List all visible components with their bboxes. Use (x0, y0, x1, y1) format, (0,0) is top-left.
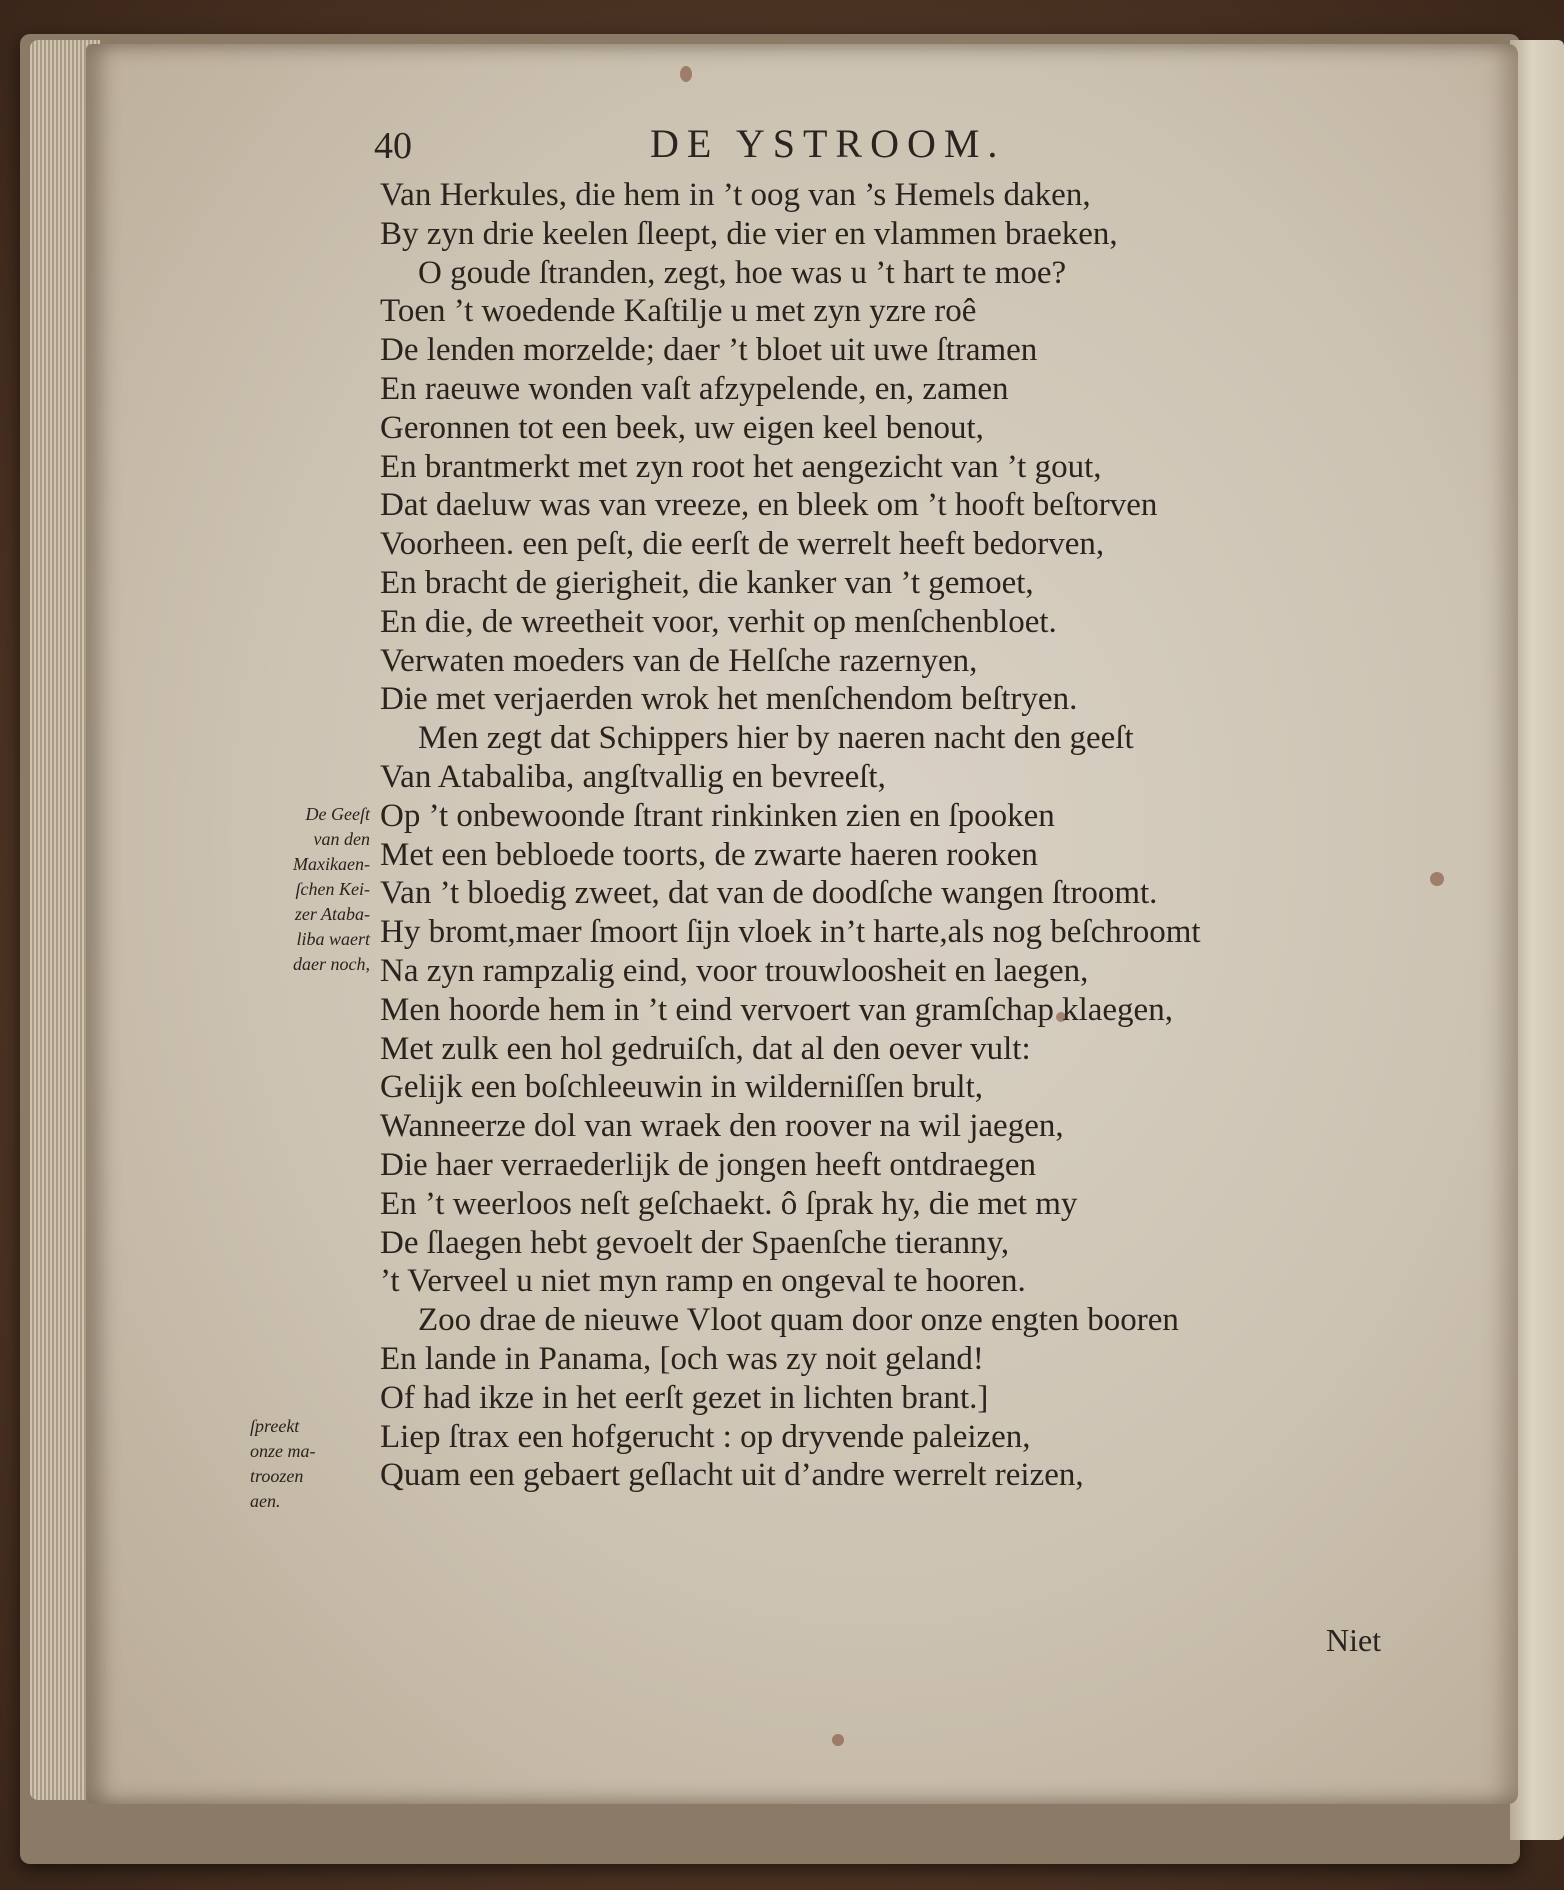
poem-line: Gelijk een boſchleeuwin in wilderniſſen brult, (380, 1069, 984, 1106)
poem-line: Men hoorde hem in ’t eind vervoert van gramſchap klaegen, (380, 991, 1173, 1028)
margin-note-line: van den (313, 829, 370, 849)
ink-stain (680, 66, 692, 82)
poem-line: Met een bebloede toorts, de zwarte haeren rooken (380, 836, 1038, 873)
ink-stain (1430, 872, 1444, 886)
poem-line: Quam een gebaert geſlacht uit d’andre werrelt reizen, (380, 1457, 1084, 1494)
catchword: Niet (1326, 1622, 1382, 1658)
poem-line: Men zegt dat Schippers hier by naeren nacht den geeſt (418, 720, 1134, 757)
poem-line: De lenden morzelde; daer ’t bloet uit uwe ſtramen (380, 332, 1038, 369)
poem-line: Van Atabaliba, angſtvallig en bevreeſt, (380, 758, 886, 795)
margin-note-ghost (250, 802, 370, 977)
poem-line: Of had ikze in het eerſt gezet in lichten brant.] (380, 1379, 989, 1416)
poem-text (380, 176, 1430, 1495)
poem-line: Na zyn rampzalig eind, voor trouwloosheit en laegen, (380, 952, 1089, 989)
ink-stain (832, 1734, 844, 1746)
poem-line: Hy bromt,maer ſmoort ſijn vloek in’t harte,als nog beſchroomt (380, 914, 1201, 951)
poem-line: Die met verjaerden wrok het menſchendom beſtryen. (380, 681, 1078, 718)
poem-line: En bracht de gierigheit, die kanker van ’t gemoet, (380, 564, 1034, 601)
margin-note-speaks (250, 1414, 350, 1514)
poem-line: En ’t weerloos neſt geſchaekt. ô ſprak hy, die met my (380, 1185, 1078, 1222)
poem-line: Liep ſtrax een hofgerucht : op dryvende paleizen, (380, 1418, 1031, 1455)
poem-line: En brantmerkt met zyn root het aengezicht van ’t gout, (380, 448, 1102, 485)
poem-line: Wanneerze dol van wraek den roover na wil jaegen, (380, 1108, 1064, 1145)
poem-line: En raeuwe wonden vaſt afzypelende, en, zamen (380, 370, 1009, 407)
poem-line: Dat daeluw was van vreeze, en bleek om ’t hooft beſtorven (380, 487, 1158, 524)
facing-page-edge (1510, 40, 1564, 1840)
poem-line: Van ’t bloedig zweet, dat van de doodſche wangen ſtroomt. (380, 875, 1158, 912)
poem-line: Die haer verraederlijk de jongen heeft ontdraegen (380, 1146, 1037, 1183)
poem-line: Verwaten moeders van de Helſche razernyen, (380, 642, 978, 679)
poem-line: Geronnen tot een beek, uw eigen keel benout, (380, 409, 984, 446)
margin-note-line: troozen (250, 1466, 304, 1486)
page-number: 40 (374, 125, 412, 167)
poem-line: Met zulk een hol gedruiſch, dat al den oever vult: (380, 1030, 1031, 1067)
margin-note-line: liba waert (296, 929, 370, 949)
poem-line: De ſlaegen hebt gevoelt der Spaenſche tieranny, (380, 1224, 1010, 1261)
margin-note-line: ſchen Kei- (295, 879, 370, 899)
poem-line: En die, de wreetheit voor, verhit op menſchenbloet. (380, 603, 1057, 640)
poem-line: Zoo drae de nieuwe Vloot quam door onze engten booren (418, 1302, 1179, 1339)
running-head: DE YSTROOM. (650, 121, 1006, 166)
margin-note-line: onze ma- (250, 1441, 316, 1461)
poem-line: Voorheen. een peſt, die eerſt de werrelt heeft bedorven, (380, 526, 1105, 563)
poem-line: Van Herkules, die hem in ’t oog van ’s Hemels daken, (380, 177, 1091, 213)
poem-line: Toen ’t woedende Kaſtilje u met zyn yzre roê (380, 293, 977, 330)
margin-note-line: ſpreekt (250, 1416, 300, 1436)
margin-note-line: Maxikaen- (293, 854, 370, 874)
margin-note-line: De Geeſt (305, 804, 370, 824)
poem-line: O goude ſtranden, zegt, hoe was u ’t hart te moe? (418, 254, 1067, 291)
poem-line: Op ’t onbewoonde ſtrant rinkinken zien en ſpooken (380, 797, 1055, 834)
margin-note-line: aen. (250, 1491, 281, 1511)
margin-note-line: daer noch, (293, 954, 370, 974)
poem-line: En lande in Panama, [och was zy noit geland! (380, 1340, 984, 1377)
margin-note-line: zer Ataba- (294, 904, 370, 924)
poem-line: ’t Verveel u niet myn ramp en ongeval te hooren. (380, 1263, 1026, 1300)
poem-line: By zyn drie keelen ſleept, die vier en vlammen braeken, (380, 215, 1118, 252)
